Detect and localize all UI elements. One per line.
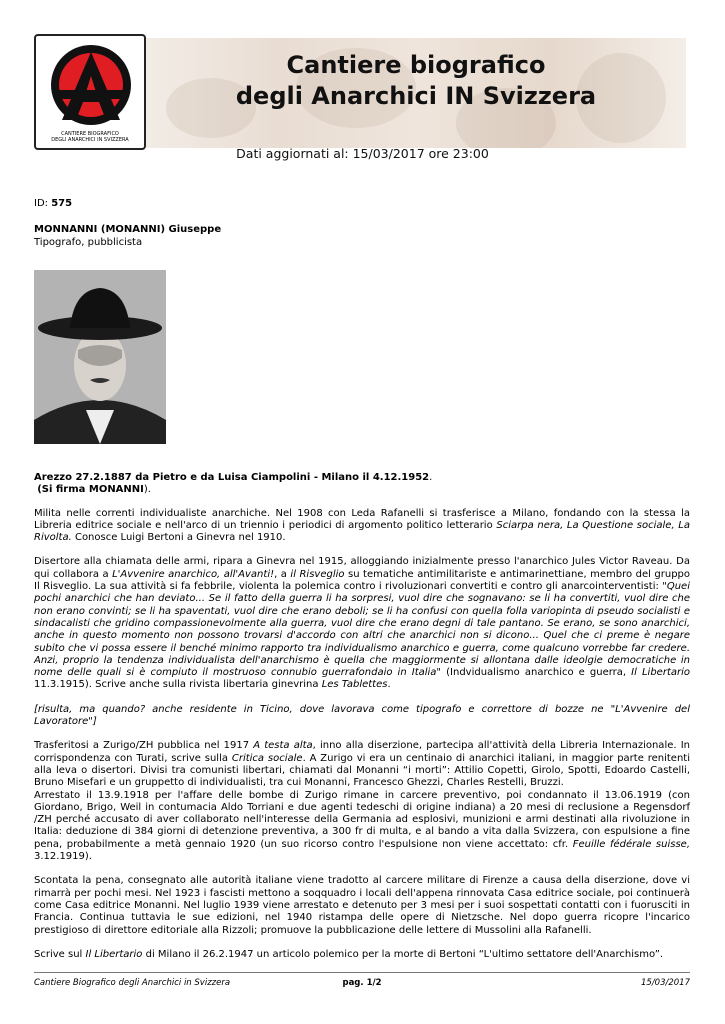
- record-id: [34, 198, 72, 209]
- paragraph-6: Scrive sul Il Libertario di Milano il 26.2.1947 un articolo polemico per la morte di Bertoni “L'ultimo settatore dell'Anarchismo”.: [34, 948, 664, 960]
- biography-text: [34, 472, 690, 973]
- birth-info: Arezzo 27.2.1887 da Pietro e da Luisa Ciampolini - Milano il 4.12.1952. (Si firma MONANNI).: [34, 472, 433, 496]
- signature-name: (Si firma MONANNI: [37, 484, 144, 496]
- logo-caption-line1: CANTIERE BIOGRAFICO: [61, 131, 119, 137]
- footer-page-number: pag. 1/2: [342, 978, 382, 988]
- person-heading: [34, 223, 221, 249]
- logo-caption: [40, 131, 140, 143]
- record-id-label: ID:: [34, 198, 49, 209]
- title-line2: degli Anarchici IN Svizzera: [235, 82, 597, 110]
- footer-site-name: Cantiere Biografico degli Anarchici in Svizzera: [34, 978, 231, 988]
- updated-timestamp: Dati aggiornati al: 15/03/2017 ore 23:00: [236, 146, 489, 161]
- paragraph-4: Trasferitosi a Zurigo/ZH pubblica nel 1917 A testa alta, inno alla diserzione, partecipa all'attività della Libreria Internazionale. In corrispondenza con Turati, scrive sulla Critica sociale. A Zurigo vi era un centinaio di anarchici italiani, in maggior parte renitenti alla leva o disertori. Divisi tra comunisti libertari, chiamati dal Monanni “i morti”: Attilio Copetti, Girolo, Spotti, Edoardo Castelli, Bruno Misefari e un gruppetto di individualisti, tra cui Monanni, Francesco Ghezzi, Charles Restelli, Bruzzi. Arrestato il 13.9.1918 per l'affare delle bombe di Zurigo rimane in carcere preventivo, poi condannato il 13.06.1919 (con Giordano, Brigo, Weil in contumacia Aldo Torriani e due agenti tedeschi di origine indiana) a 20 mesi di reclusione a Regensdorf /ZH perché accusato di aver collaborato nell'interesse della Germania ad esplosivi, munizioni e armi destinati alla rivoluzione in Italia: deduzione di 384 giorni di detenzione preventiva, a 300 fr di multa, e al bando a vita dalla Svizzera, con espulsione a fine pena, probabilmente a metà gennaio 1920 (un suo ricorso contro l'espulsione non viene accettato: cfr. Feuille fédérale suisse, 3.12.1919).: [34, 740, 690, 863]
- logo-caption-line2: DEGLI ANARCHICI IN SVIZZERA: [51, 137, 129, 143]
- paragraph-3: [risulta, ma quando? anche residente in Ticino, dove lavorava come tipografo e correttore di bozze ne "L'Avvenire del Lavoratore"]: [34, 703, 690, 728]
- paragraph-1: Milita nelle correnti individualiste anarchiche. Nel 1908 con Leda Rafanelli si trasferisce a Milano, fondando con la stessa la Libreria editrice sociale e nell'arco di un triennio i periodici di argomento politico letterario Sciarpa nera, La Questione sociale, La Rivolta. Conosce Luigi Bertoni a Ginevra nel 1910.: [34, 507, 690, 544]
- person-name: MONNANNI (MONANNI) Giuseppe: [34, 224, 222, 235]
- paragraph-2: Disertore alla chiamata delle armi, ripara a Ginevra nel 1915, alloggiando inizialmente presso l'anarchico Jules Victor Raveau. Da qui collabora a L'Avvenire anarchico, all'Avanti!, a il Risveglio su tematiche antimilitariste e antimarinettiane, membro del gruppo Il Risveglio. La sua attività si fa febbrile, violenta la polemica contro i rivoluzionari convertiti e contro gli anarcointerventisti: "Quei pochi anarchici che han deviato... Se il fatto della guerra li ha sorpresi, vuol dire che sognavano: se li ha convertiti, vuol dire che non erano convinti; se li ha spaventati, vuol dire che erano deboli; se li ha confusi con quella folla variopinta di pseudo socialisti e sindacalisti che gridino compassionevolmente alla guerra, vuol dire che erano degni di tale pantano. Se erano, se sono anarchici, anche in questo momento non possono trovarsi d'accordo con altri che anarchici non si dicono... Quel che ci preme è negare subito che vi possa essere il benché minimo rapporto tra individualismo anarchico e guerra, come qualcuno vorrebbe far credere. Anzi, proprio la tendenza individualista dell'anarchismo è quella che maggiormente si allontana dalle ideolgie democratiche in nome delle quali si è compiuto il mostruoso connubio guerrafondaio in Italia" (Indvidualismo anarchico e guerra, Il Libertario 11.3.1915). Scrive anche sulla rivista libertaria ginevrina Les Tablettes.: [34, 556, 691, 691]
- circled-a-icon: [50, 44, 132, 126]
- title-line1: Cantiere biografico: [286, 51, 546, 79]
- person-profession: Tipografo, pubblicista: [34, 237, 143, 248]
- footer-date: 15/03/2017: [641, 978, 690, 988]
- logo: [34, 34, 146, 150]
- record-id-value: 575: [51, 198, 73, 209]
- portrait-photo: [34, 270, 166, 444]
- page-title: [146, 50, 686, 112]
- portrait-image: [34, 270, 166, 444]
- page-header: [34, 34, 686, 150]
- footer-divider: [34, 972, 690, 973]
- signature-close: ).: [143, 484, 151, 496]
- paragraph-5: Scontata la pena, consegnato alle autorità italiane viene tradotto al carcere militare di Firenze a causa della diserzione, dove vi rimarrà per pochi mesi. Nel 1923 i fascisti mettono a soqquadro i locali dell'appena rinnovata Casa editrice sociale, poi continuerà come Casa editrice Monanni. Nel luglio 1939 viene arrestato e detenuto per 3 mesi per i suoi sospettati contatti con i fuorusciti in Francia. Continua tuttavia le sue edizioni, nel 1940 ristampa delle opere di Nietzsche. Nel dopo guerra ricopre l'incarico prestigioso di direttore editoriale alla Rizzoli; promuove la pubblicazione delle lettere di Mussolini alla Rafanelli.: [34, 875, 690, 936]
- birth-line: Arezzo 27.2.1887 da Pietro e da Luisa Ciampolini - Milano il 4.12.1952: [34, 472, 430, 483]
